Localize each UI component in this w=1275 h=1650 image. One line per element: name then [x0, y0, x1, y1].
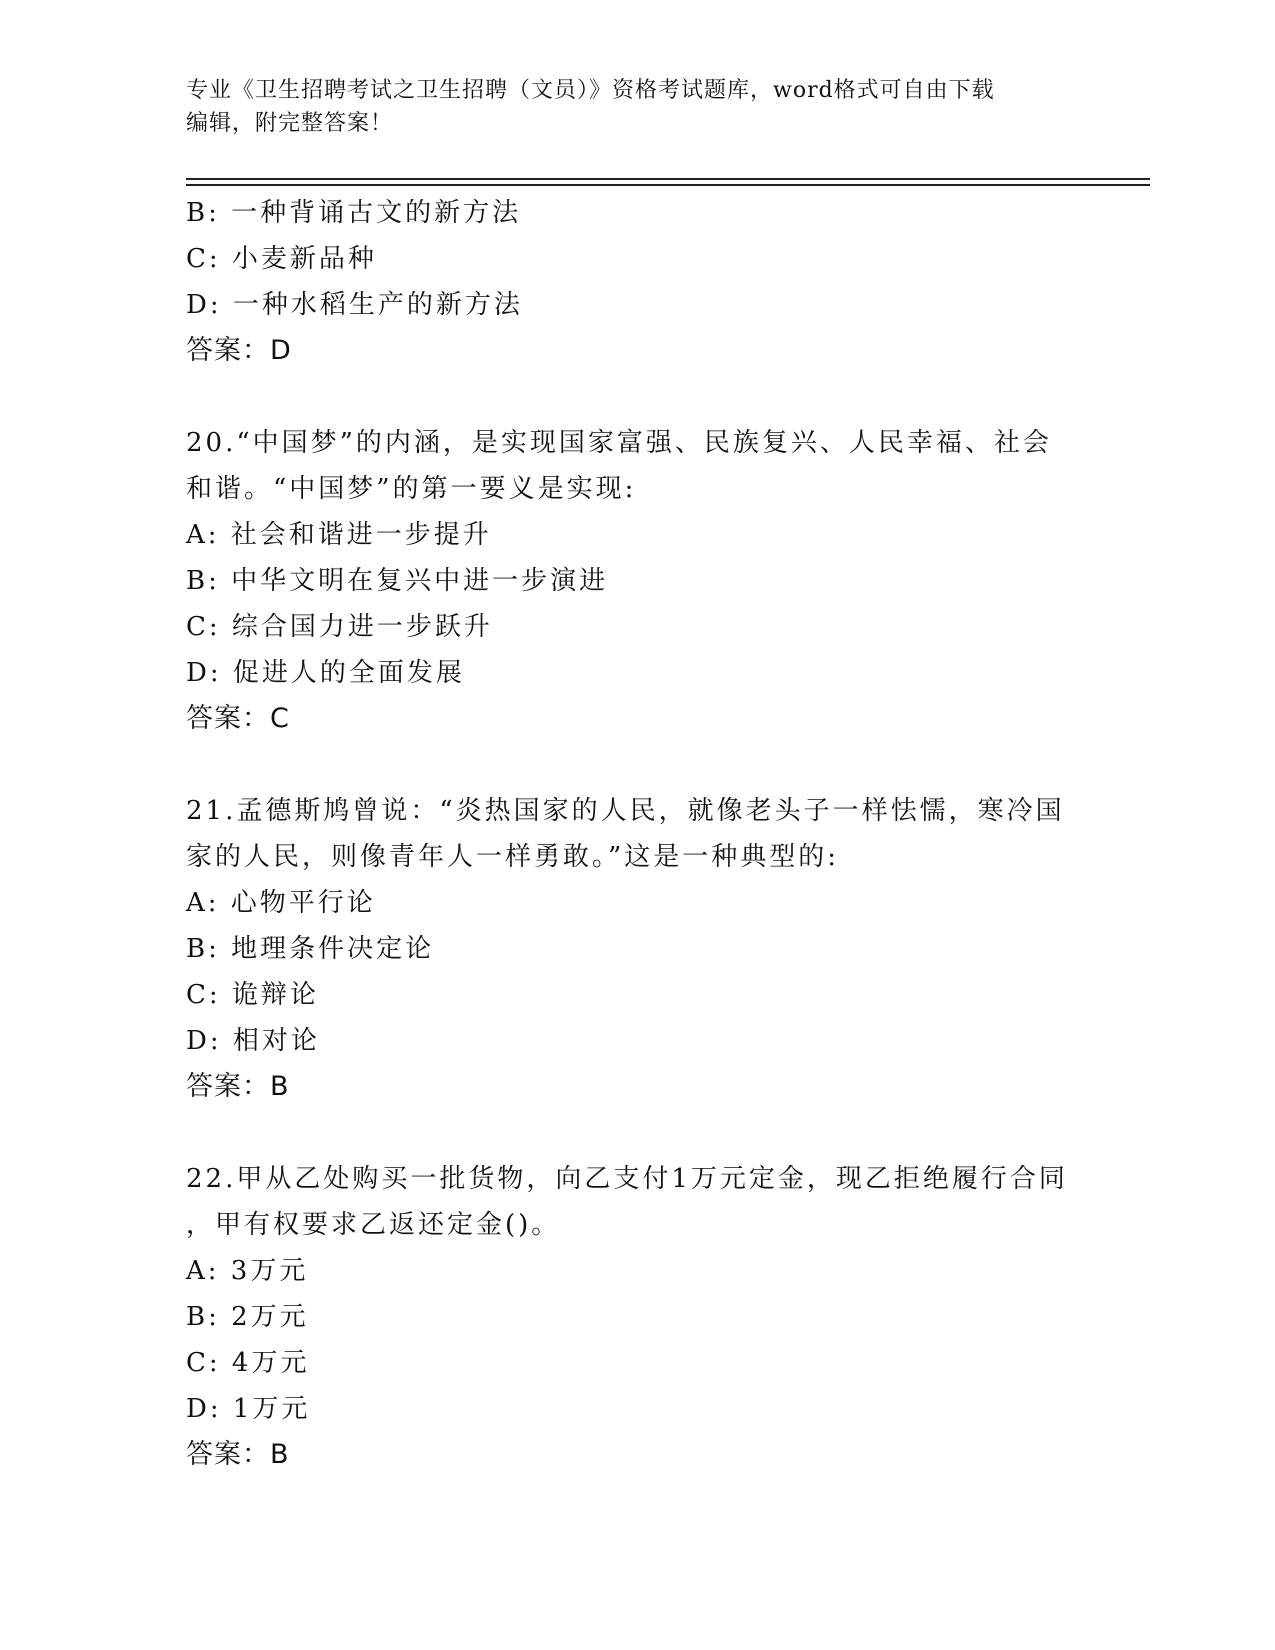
option-d: D: 1万元: [186, 1394, 311, 1424]
option-d: D: 一种水稻生产的新方法: [186, 290, 523, 320]
question-text-line-1: 20.“中国梦”的内涵，是实现国家富强、民族复兴、人民幸福、社会: [186, 428, 1052, 458]
option-b: B: 中华文明在复兴中进一步演进: [186, 566, 609, 596]
option-a: A: 3万元: [186, 1256, 309, 1286]
answer: 答案：B: [186, 1071, 290, 1102]
answer: 答案：D: [186, 335, 292, 366]
option-c: C: 综合国力进一步跃升: [186, 612, 493, 642]
option-c: C: 诡辩论: [186, 980, 319, 1010]
header-divider-top: [186, 178, 1150, 180]
question-text-line-2: ，甲有权要求乙返还定金()。: [186, 1210, 561, 1240]
question-text-line-2: 家的人民，则像青年人一样勇敢。”这是一种典型的:: [186, 842, 840, 872]
header-divider-bottom: [186, 184, 1150, 186]
option-c: C: 小麦新品种: [186, 244, 377, 274]
header-title-line-1: 专业《卫生招聘考试之卫生招聘（文员）》资格考试题库，word格式可自由下载: [186, 78, 995, 103]
question-21: [186, 788, 1086, 1110]
document-header: [186, 74, 1086, 140]
option-d: D: 促进人的全面发展: [186, 658, 465, 688]
option-b: B: 2万元: [186, 1302, 309, 1332]
question-text-line-1: 21.孟德斯鸠曾说：“炎热国家的人民，就像老头子一样怯懦，寒冷国: [186, 796, 1065, 826]
question-22: [186, 1156, 1086, 1478]
question-20: [186, 420, 1086, 742]
question-text-line-2: 和谐。“中国梦”的第一要义是实现:: [186, 474, 637, 504]
question-text-line-1: 22.甲从乙处购买一批货物，向乙支付1万元定金，现乙拒绝履行合同: [186, 1164, 1068, 1194]
option-c: C: 4万元: [186, 1348, 310, 1378]
option-b: B: 一种背诵古文的新方法: [186, 198, 522, 228]
answer: 答案：C: [186, 703, 290, 734]
option-b: B: 地理条件决定论: [186, 934, 435, 964]
question-list: [186, 190, 1086, 1478]
option-a: A: 心物平行论: [186, 888, 376, 918]
question-19-continued: [186, 190, 1086, 374]
option-a: A: 社会和谐进一步提升: [186, 520, 492, 550]
option-d: D: 相对论: [186, 1026, 320, 1056]
header-title-line-2: 编辑，附完整答案！: [186, 111, 394, 136]
answer: 答案：B: [186, 1439, 290, 1470]
